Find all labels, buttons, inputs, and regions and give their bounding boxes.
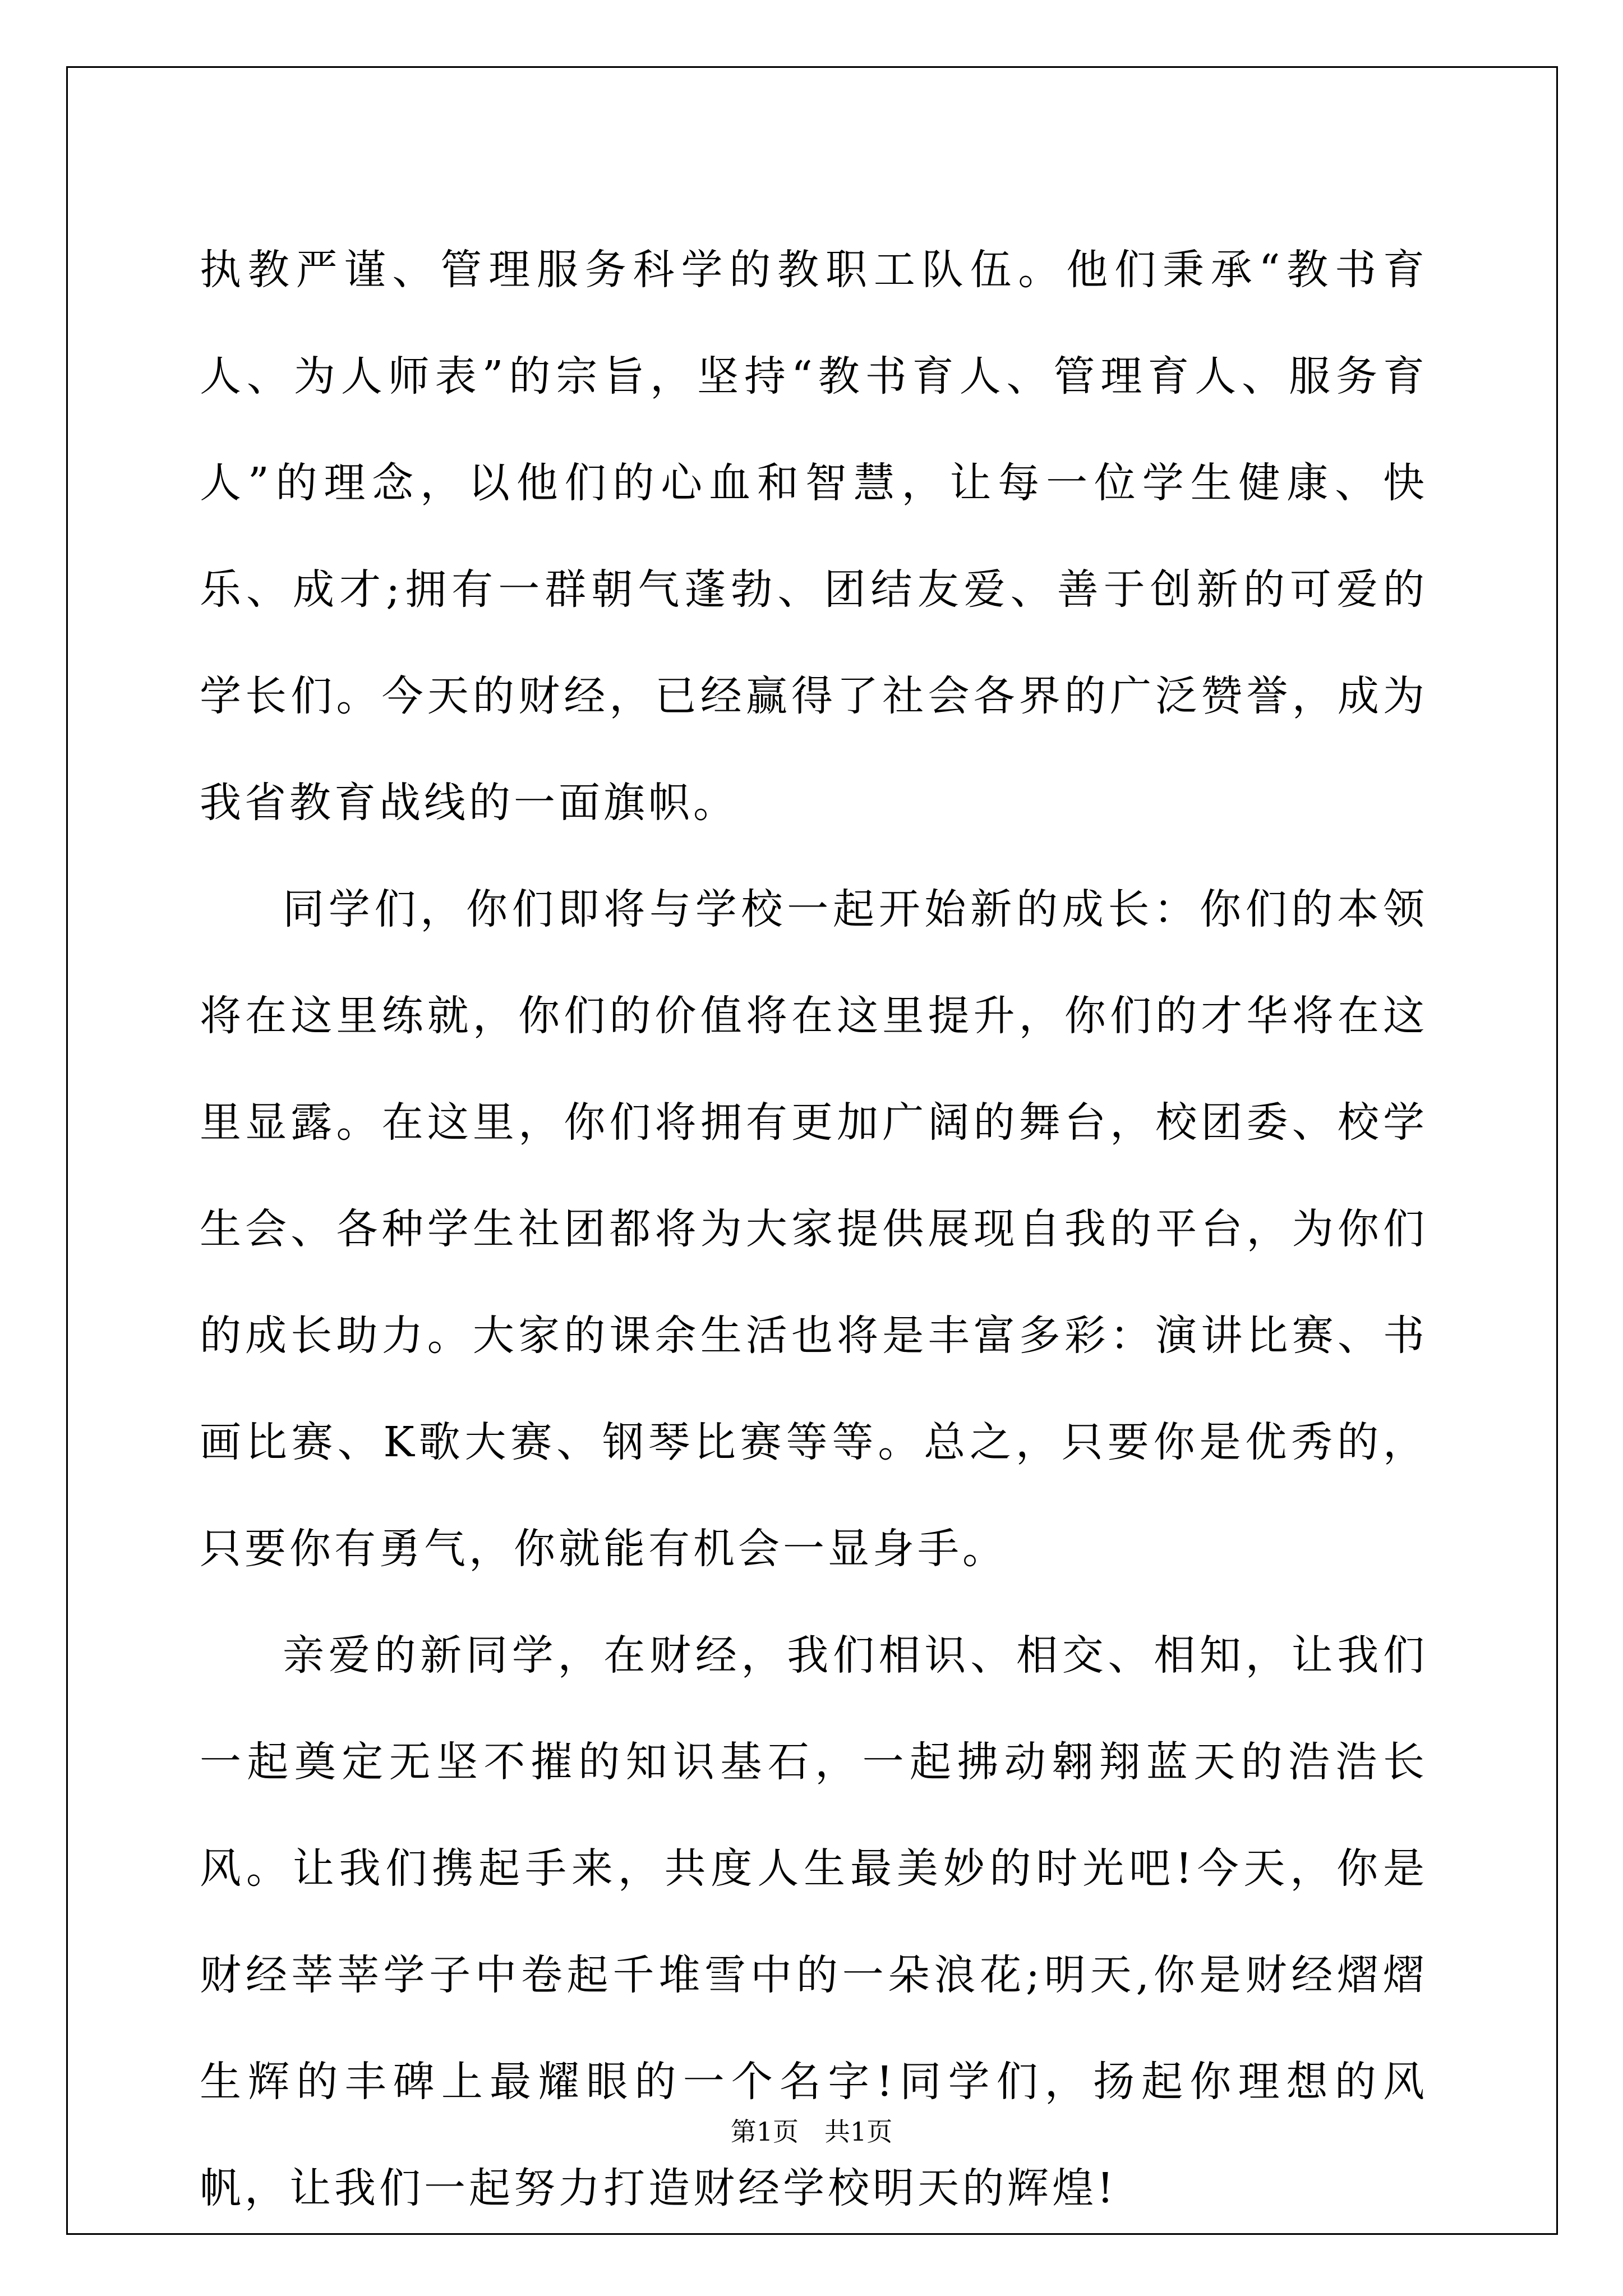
paragraph-2: 同学们，你们即将与学校一起开始新的成长：你们的本领将在这里练就，你们的价值将在这里提升，你们的才华将在这里显露。在这里，你们将拥有更加广阔的舞台，校团委、校学生会、各种学生社团都将为大家提供展现自我的平台，为你们的成长助力。大家的课余生活也将是丰富多彩：演讲比赛、书画比赛、K歌大赛、钢琴比赛等等。总之，只要你是优秀的，只要你有勇气，你就能有机会一显身手。 bbox=[200, 885, 1428, 1573]
document-body bbox=[200, 217, 1428, 2242]
paragraph-1: 执教严谨、管理服务科学的教职工队伍。他们秉承“教书育人、为人师表”的宗旨，坚持“教书育人、管理育人、服务育人”的理念，以他们的心血和智慧，让每一位学生健康、快乐、成才;拥有一群朝气蓬勃、团结友爱、善于创新的可爱的学长们。今天的财经，已经赢得了社会各界的广泛赞誉，成为我省教育战线的一面旗帜。 bbox=[200, 246, 1428, 827]
paragraph-3: 亲爱的新同学，在财经，我们相识、相交、相知，让我们一起奠定无坚不摧的知识基石，一起拂动翱翔蓝天的浩浩长风。让我们携起手来，共度人生最美妙的时光吧!今天，你是财经莘莘学子中卷起千堆雪中的一朵浪花;明天,你是财经熠熠生辉的丰碑上最耀眼的一个名字!同学们，扬起你理想的风帆，让我们一起努力打造财经学校明天的辉煌! bbox=[200, 1631, 1428, 2212]
page-footer: 第1页 共1页 bbox=[730, 2116, 893, 2147]
